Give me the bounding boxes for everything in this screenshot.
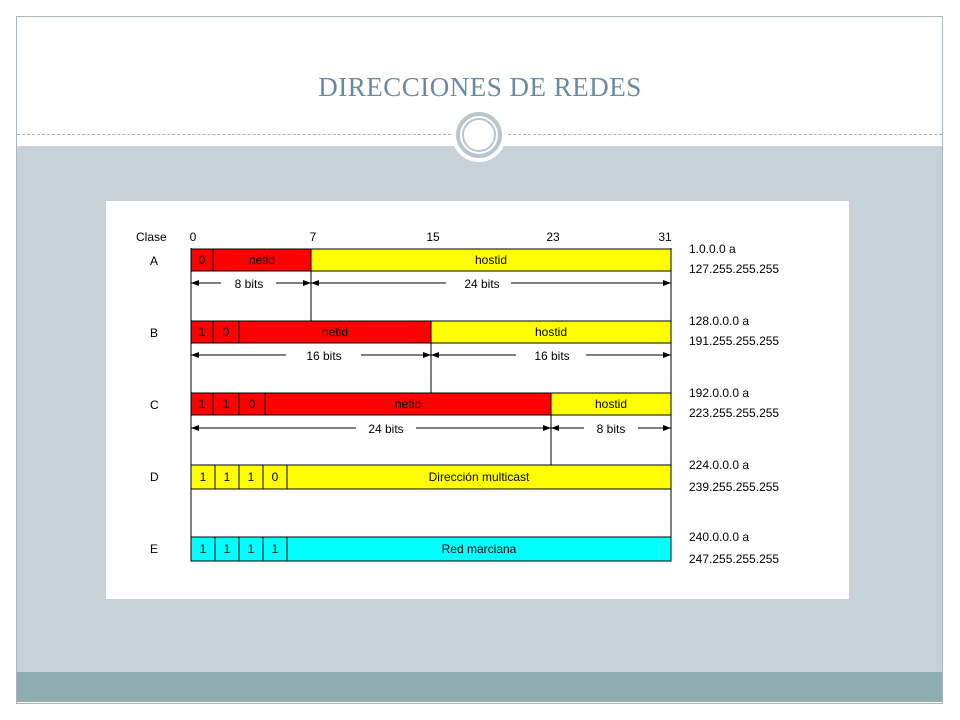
class-e-range-start: 240.0.0.0 a: [689, 530, 750, 544]
class-a-hostid: hostid: [474, 253, 508, 267]
bit-position-15: 15: [426, 230, 440, 244]
class-c-hostid: hostid: [594, 397, 628, 411]
class-c-row: [150, 386, 779, 465]
class-d-bit-3: 1: [247, 470, 255, 484]
class-d-bit-4: 0: [271, 470, 279, 484]
class-b-range-start: 128.0.0.0 a: [689, 314, 750, 328]
class-d-range-end: 239.255.255.255: [689, 480, 780, 494]
class-b-bit-1: 1: [198, 325, 206, 339]
class-c-letter: C: [150, 398, 159, 412]
class-e-range-end: 247.255.255.255: [689, 552, 780, 566]
class-e-bit-4: 1: [271, 542, 279, 556]
ip-class-diagram: [106, 201, 849, 599]
class-b-letter: B: [150, 326, 159, 340]
class-e-bit-2: 1: [223, 542, 231, 556]
class-c-hostid-bits: 8 bits: [596, 422, 626, 436]
bit-position-7: 7: [309, 230, 317, 244]
class-a-range-end: 127.255.255.255: [689, 262, 780, 276]
header-clase-label: Clase: [136, 230, 167, 244]
bit-position-31: 31: [658, 230, 672, 244]
class-d-range-start: 224.0.0.0 a: [689, 458, 750, 472]
class-c-netid-bits: 24 bits: [368, 422, 404, 436]
class-d-bit-1: 1: [199, 470, 207, 484]
bit-position-23: 23: [546, 230, 560, 244]
class-c-bit-1: 1: [198, 397, 206, 411]
slide-title: DIRECCIONES DE REDES: [318, 72, 642, 102]
class-a-netid: netid: [248, 253, 276, 267]
class-e-bit-3: 1: [247, 542, 255, 556]
class-e-row: [150, 530, 779, 566]
class-a-bit-1: 0: [198, 253, 206, 267]
class-b-hostid: hostid: [534, 325, 568, 339]
bit-position-0: 0: [189, 230, 197, 244]
class-b-range-end: 191.255.255.255: [689, 334, 780, 348]
class-b-hostid-bits: 16 bits: [534, 349, 570, 363]
class-d-multicast-label: Dirección multicast: [428, 470, 530, 484]
class-a-range-start: 1.0.0.0 a: [689, 242, 736, 256]
class-c-range-end: 223.255.255.255: [689, 406, 780, 420]
class-b-netid-bits: 16 bits: [306, 349, 342, 363]
class-e-bit-1: 1: [199, 542, 207, 556]
class-e-letter: E: [150, 542, 159, 556]
class-b-row: [150, 314, 779, 393]
class-b-netid: netid: [321, 325, 349, 339]
circle-ornament-icon: [450, 106, 508, 164]
class-c-netid: netid: [394, 397, 422, 411]
class-c-range-start: 192.0.0.0 a: [689, 386, 750, 400]
class-a-hostid-bits: 24 bits: [464, 277, 500, 291]
footer-bar: [17, 672, 942, 702]
class-d-bit-2: 1: [223, 470, 231, 484]
class-c-bit-2: 1: [222, 397, 230, 411]
class-a-letter: A: [150, 254, 159, 268]
class-e-marciana-label: Red marciana: [441, 542, 517, 556]
class-b-bit-2: 0: [222, 325, 230, 339]
class-a-row: [150, 242, 779, 321]
class-a-netid-bits: 8 bits: [234, 277, 264, 291]
class-d-letter: D: [150, 470, 159, 484]
class-d-row: [150, 458, 779, 537]
class-c-bit-3: 0: [248, 397, 256, 411]
